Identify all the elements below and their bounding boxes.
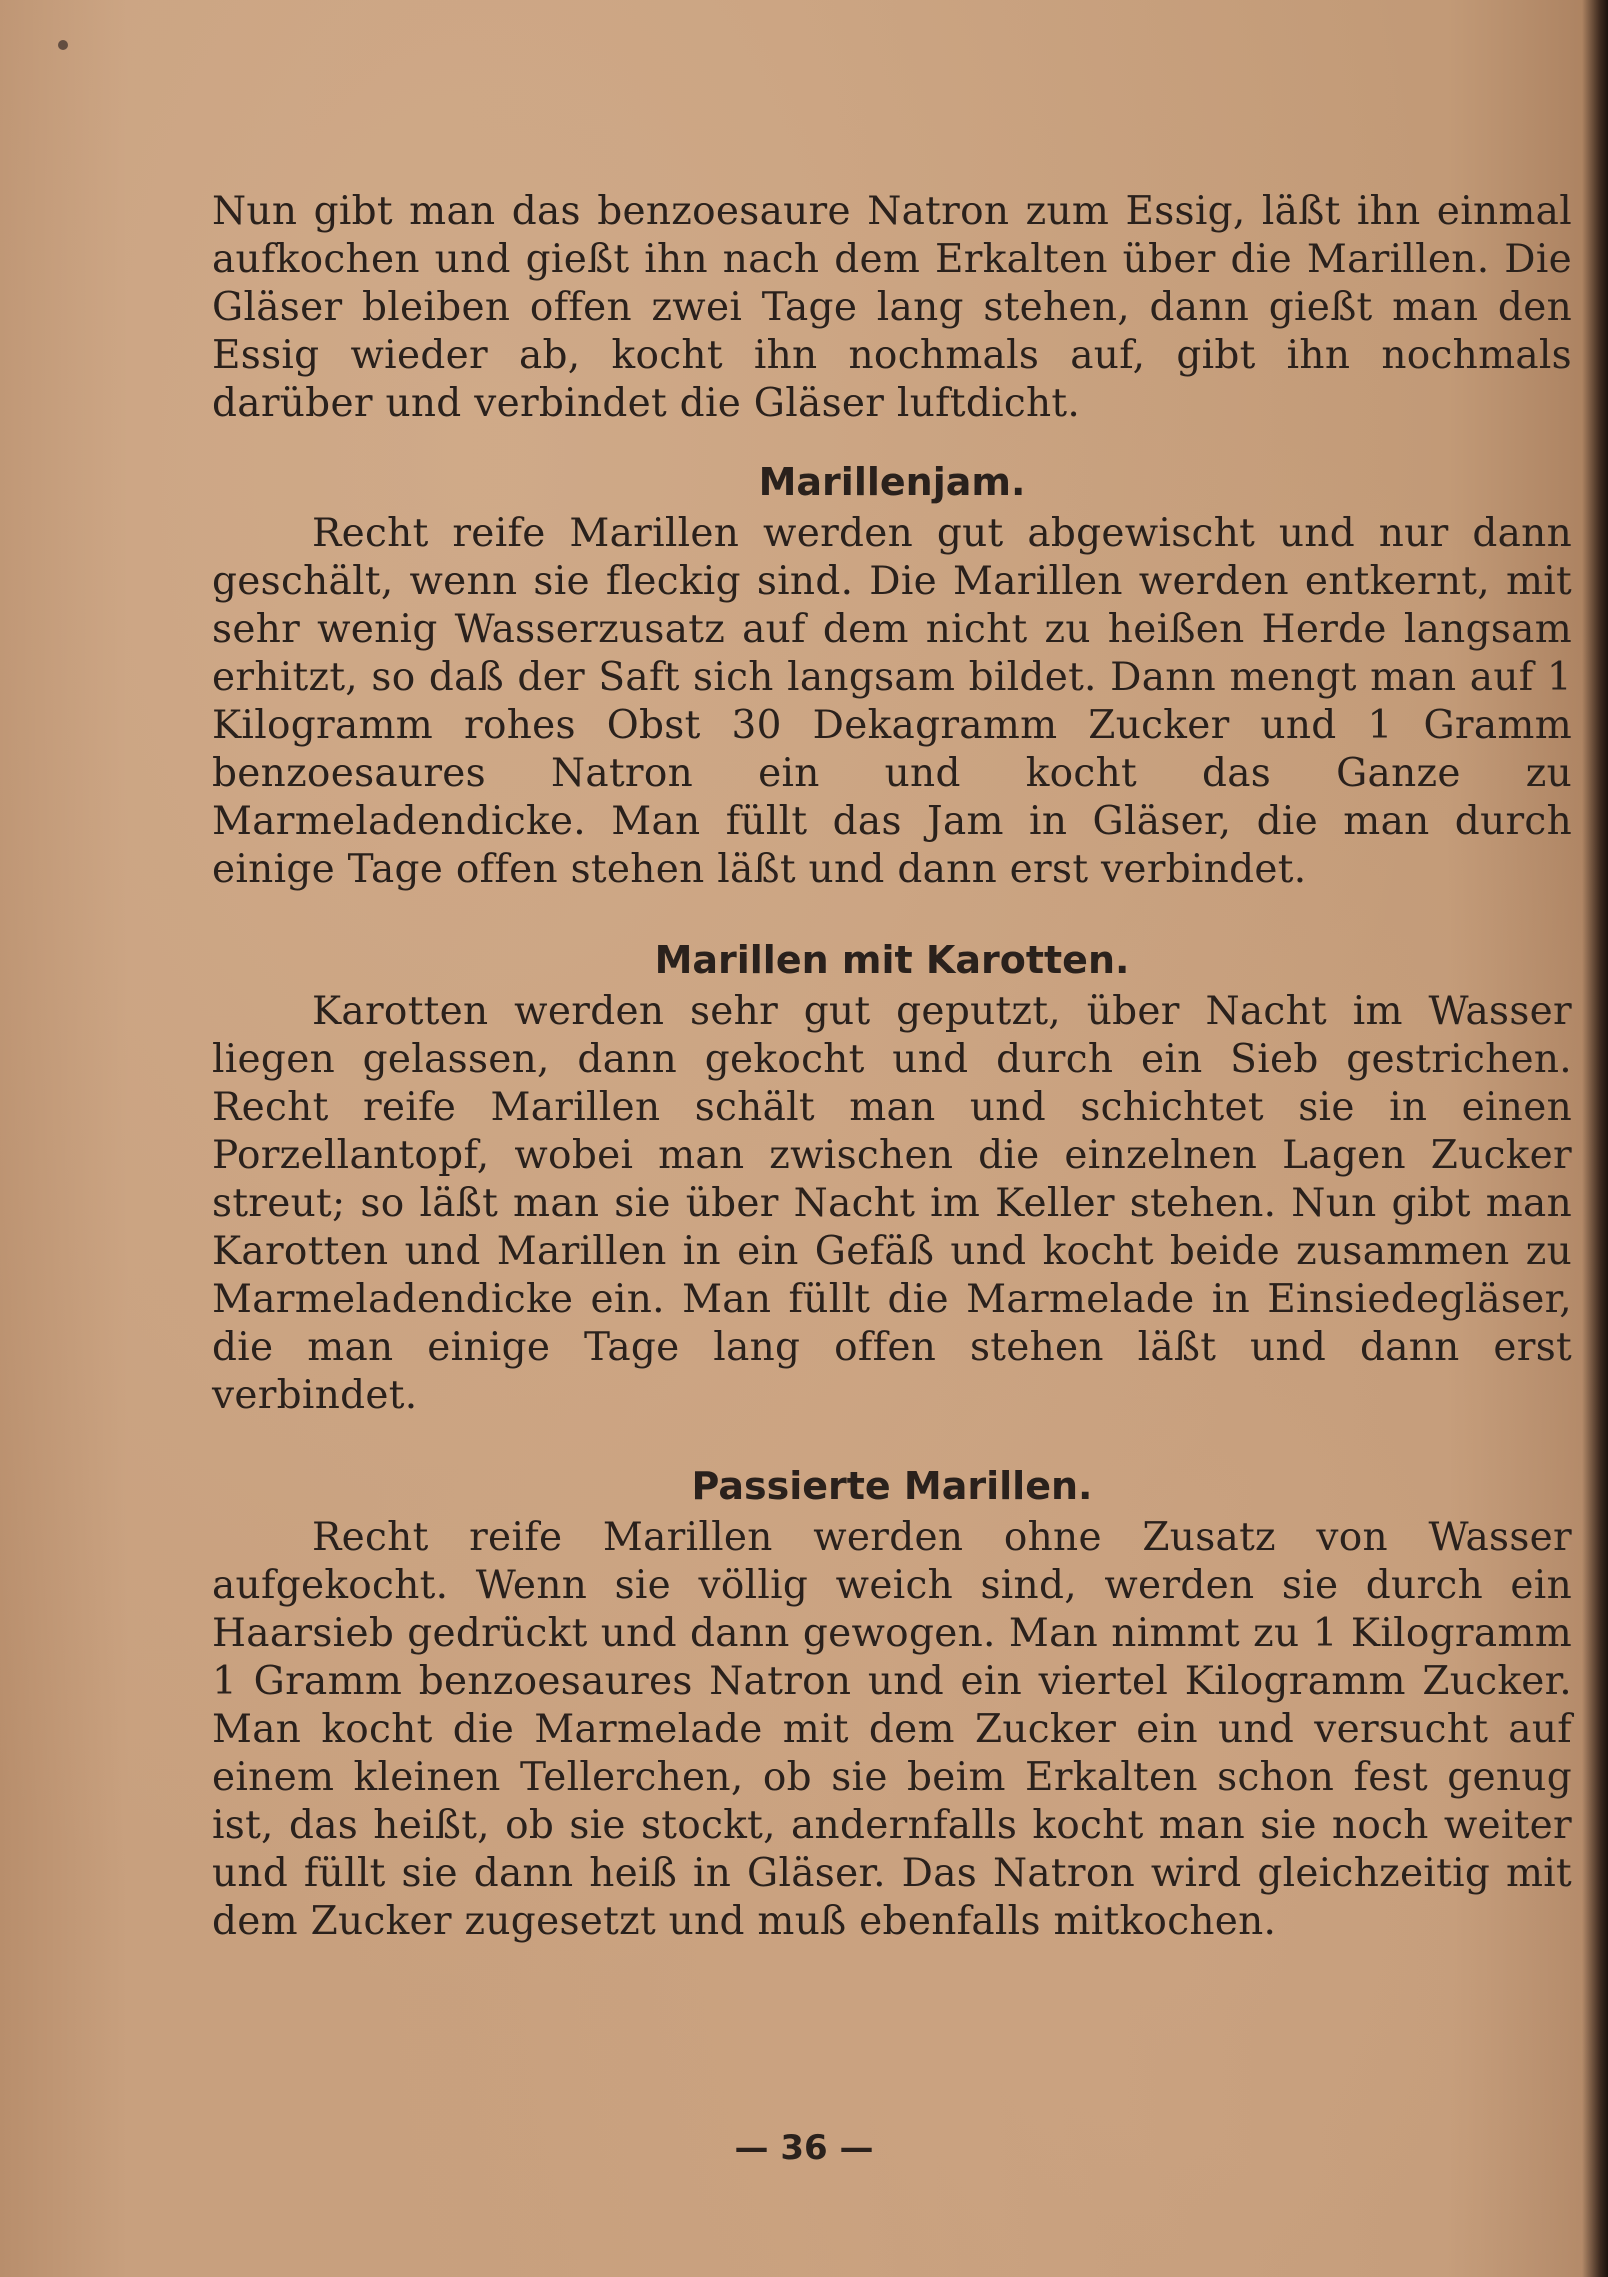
passierte-paragraph: Recht reife Marillen werden ohne Zusatz von Wasser aufgekocht. Wenn sie völlig weich sind, werden sie durch ein Haarsieb gedrückt und dann gewogen. Man nimmt zu 1 Kilogramm 1 Gramm benzoesaures Natron und ein viertel Kilogramm Zucker. Man kocht die Marmelade mit dem Zucker ein und versucht auf einem kleinen Tellerchen, ob sie beim Erkalten schon fest genug ist, das heißt, ob sie stockt, andernfalls kocht man sie noch weiter und füllt sie dann heiß in Gläser. Das Natron wird gleichzeitig mit dem Zucker zugesetzt und muß ebenfalls mitkochen.: [212, 1515, 1572, 1944]
karotten-paragraph: Karotten werden sehr gut geputzt, über Nacht im Wasser liegen gelassen, dann gekocht und durch ein Sieb gestrichen. Recht reife Marillen schält man und schichtet sie in einen Porzellantopf, wobei man zwischen die einzelnen Lagen Zucker streut; so läßt man sie über Nacht im Keller stehen. Nun gibt man Karotten und Marillen in ein Gefäß und kocht beide zusammen zu Marmeladendicke ein. Man füllt die Marmelade in Einsiedegläser, die man einige Tage lang offen stehen läßt und dann erst verbindet.: [212, 989, 1572, 1418]
page-content: [212, 188, 1572, 1946]
marillenjam-paragraph: Recht reife Marillen werden gut abgewischt und nur dann geschält, wenn sie fleckig sind. Die Marillen werden entkernt, mit sehr wenig Wasserzusatz auf dem nicht zu heißen Herde langsam erhitzt, so daß der Saft sich langsam bildet. Dann mengt man auf 1 Kilogramm rohes Obst 30 Dekagramm Zucker und 1 Gramm benzoesaures Natron ein und kocht das Ganze zu Marmeladendicke. Man füllt das Jam in Gläser, die man durch einige Tage offen stehen läßt und dann erst verbindet.: [212, 511, 1572, 892]
binding-edge-shadow: [1582, 0, 1608, 2277]
heading-marillenjam: Marillenjam.: [758, 460, 1026, 504]
heading-marillen-mit-karotten: Marillen mit Karotten.: [654, 938, 1130, 982]
page-number: — 36 —: [734, 2128, 874, 2168]
intro-paragraph: Nun gibt man das benzoesaure Natron zum Essig, läßt ihn einmal aufkochen und gießt ihn nach dem Erkalten über die Marillen. Die Gläser bleiben offen zwei Tage lang stehen, dann gießt man den Essig wieder ab, kocht ihn nochmals auf, gibt ihn nochmals darüber und verbindet die Gläser luftdicht.: [212, 189, 1572, 426]
heading-passierte-marillen: Passierte Marillen.: [691, 1464, 1093, 1508]
ink-speck: [58, 40, 68, 50]
